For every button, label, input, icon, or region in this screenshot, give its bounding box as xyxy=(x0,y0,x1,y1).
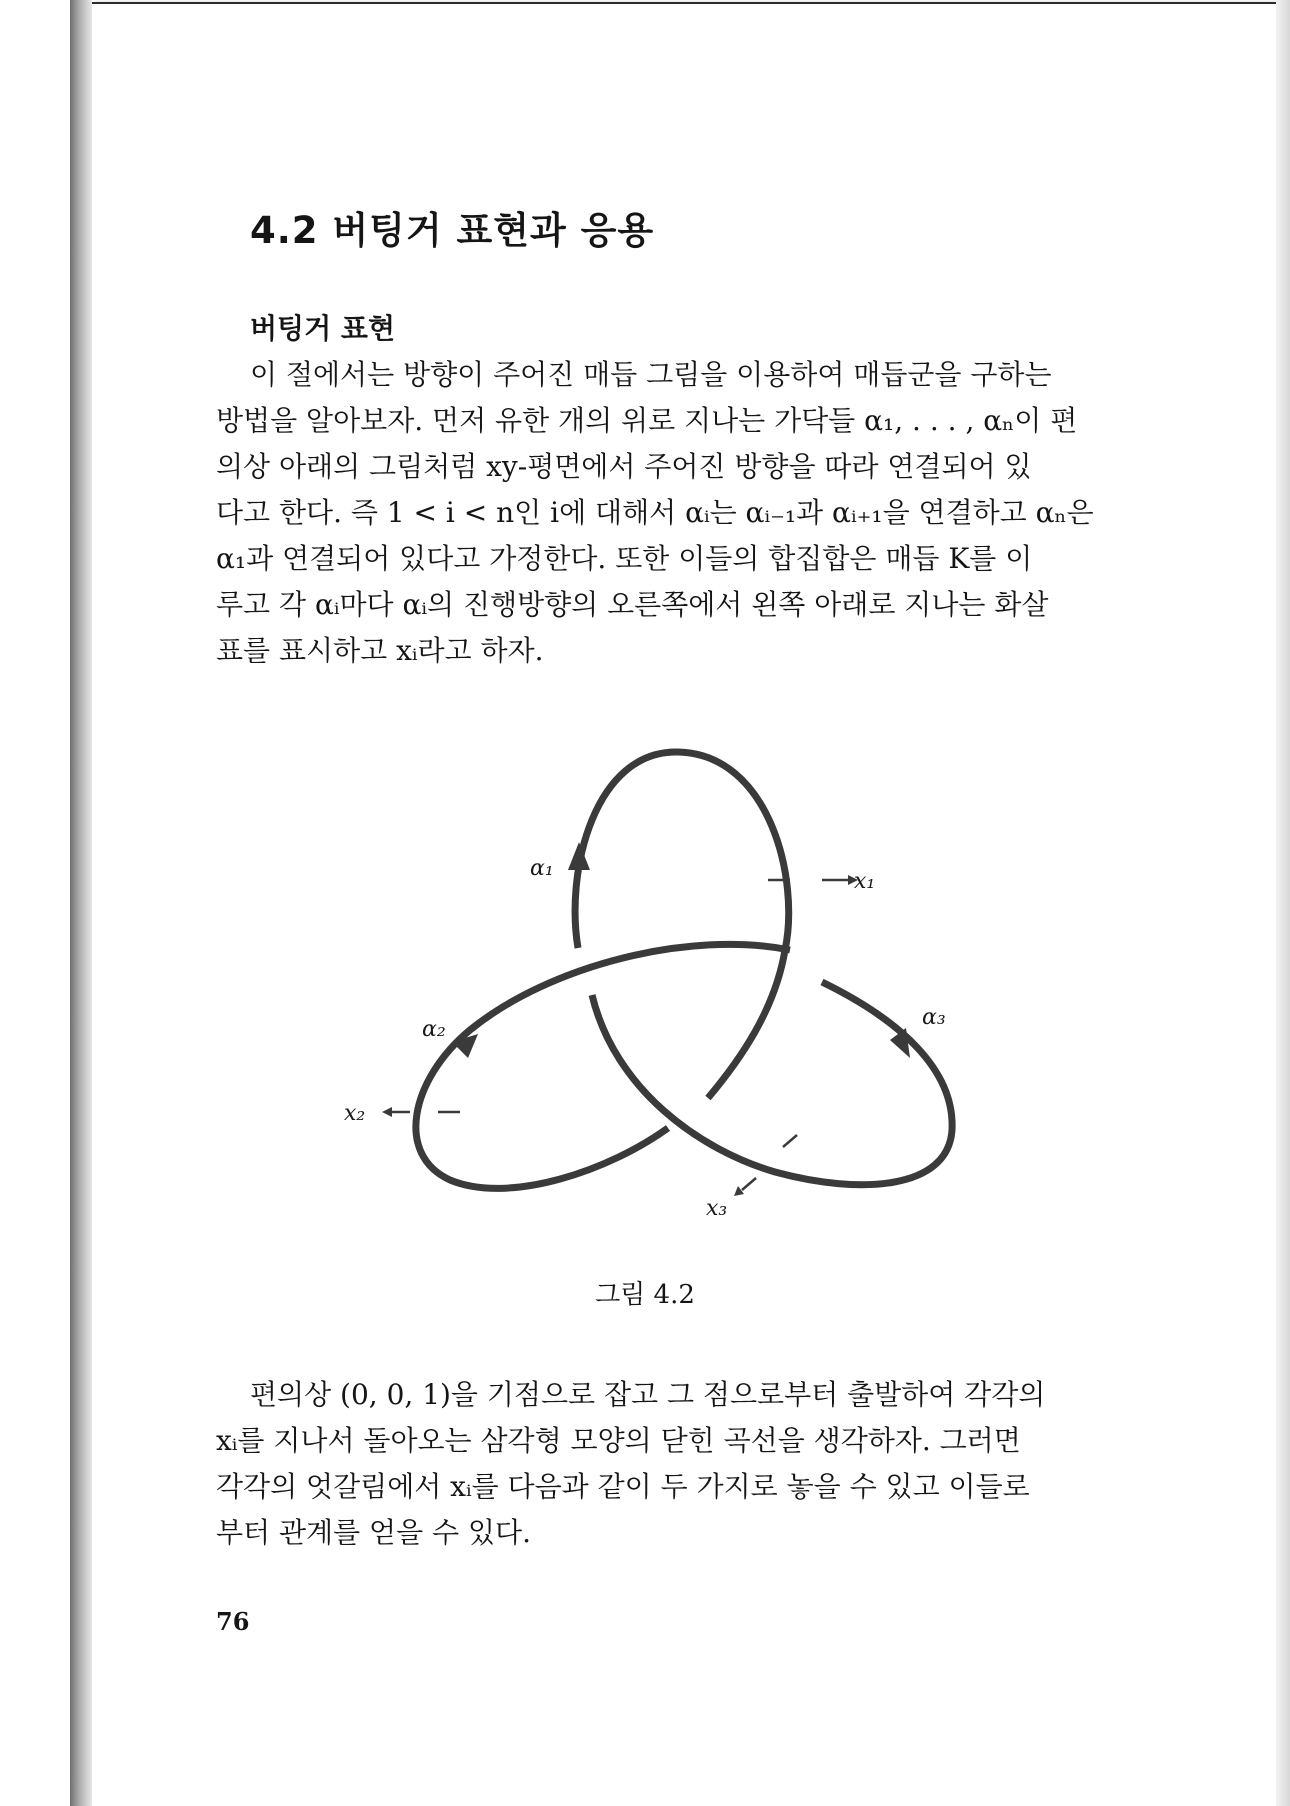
strand-alpha3 xyxy=(592,982,952,1185)
figure-caption: 그림 4.2 xyxy=(595,1280,695,1310)
x3-tick xyxy=(783,1135,797,1147)
label-alpha3: α₃ xyxy=(922,1005,946,1030)
paragraph-line: 편의상 (0, 0, 1)을 기점으로 잡고 그 점으로부터 출발하여 각각의 xyxy=(250,1378,1046,1411)
x3-arrow-line xyxy=(742,1178,756,1190)
section-title: 4.2 버팅거 표현과 응용 xyxy=(250,209,655,252)
trefoil-knot-figure xyxy=(300,735,1000,1245)
paragraph-line: α₁과 연결되어 있다고 가정한다. 또한 이들의 합집합은 매듭 K를 이 xyxy=(216,542,1033,575)
paragraph-1 xyxy=(216,352,1136,674)
page-number: 76 xyxy=(216,1607,250,1636)
x2-arrow-head xyxy=(382,1107,392,1117)
book-page-edge-left xyxy=(70,0,92,1806)
x3-arrow-head xyxy=(734,1186,744,1196)
paragraph-2 xyxy=(216,1372,1136,1556)
paragraph-line: 각각의 엇갈림에서 xᵢ를 다음과 같이 두 가지로 놓을 수 있고 이들로 xyxy=(216,1470,1030,1503)
paragraph-line: 루고 각 αᵢ마다 αᵢ의 진행방향의 오른쪽에서 왼쪽 아래로 지나는 화살 xyxy=(216,588,1049,621)
book-page-edge-right xyxy=(1276,0,1290,1806)
paragraph-line: 방법을 알아보자. 먼저 유한 개의 위로 지나는 가닥들 α₁, . . . , αₙ이 편 xyxy=(216,404,1078,437)
label-x3: x₃ xyxy=(706,1196,728,1221)
label-alpha1: α₁ xyxy=(530,856,554,881)
paragraph-line: 의상 아래의 그림처럼 xy-평면에서 주어진 방향을 따라 연결되어 있 xyxy=(216,450,1032,483)
label-x2: x₂ xyxy=(344,1101,366,1126)
paragraph-line: xᵢ를 지나서 돌아오는 삼각형 모양의 닫힌 곡선을 생각하자. 그러면 xyxy=(216,1424,1021,1457)
paragraph-line: 이 절에서는 방향이 주어진 매듭 그림을 이용하여 매듭군을 구하는 xyxy=(250,358,1052,391)
arrow-head-alpha3 xyxy=(890,1028,910,1058)
paragraph-line: 부터 관계를 얻을 수 있다. xyxy=(216,1516,531,1549)
paragraph-line: 표를 표시하고 xᵢ라고 하자. xyxy=(216,634,544,667)
label-alpha2: α₂ xyxy=(422,1017,446,1042)
paragraph-line: 다고 한다. 즉 1 < i < n인 i에 대해서 αᵢ는 αᵢ₋₁과 αᵢ₊₁을 연결하고 αₙ은 xyxy=(216,496,1094,529)
subsection-title: 버팅거 표현 xyxy=(250,312,395,345)
label-x1: x₁ xyxy=(854,869,876,894)
trefoil-knot-diagram xyxy=(300,735,1000,1245)
strand-alpha1 xyxy=(575,752,789,1098)
